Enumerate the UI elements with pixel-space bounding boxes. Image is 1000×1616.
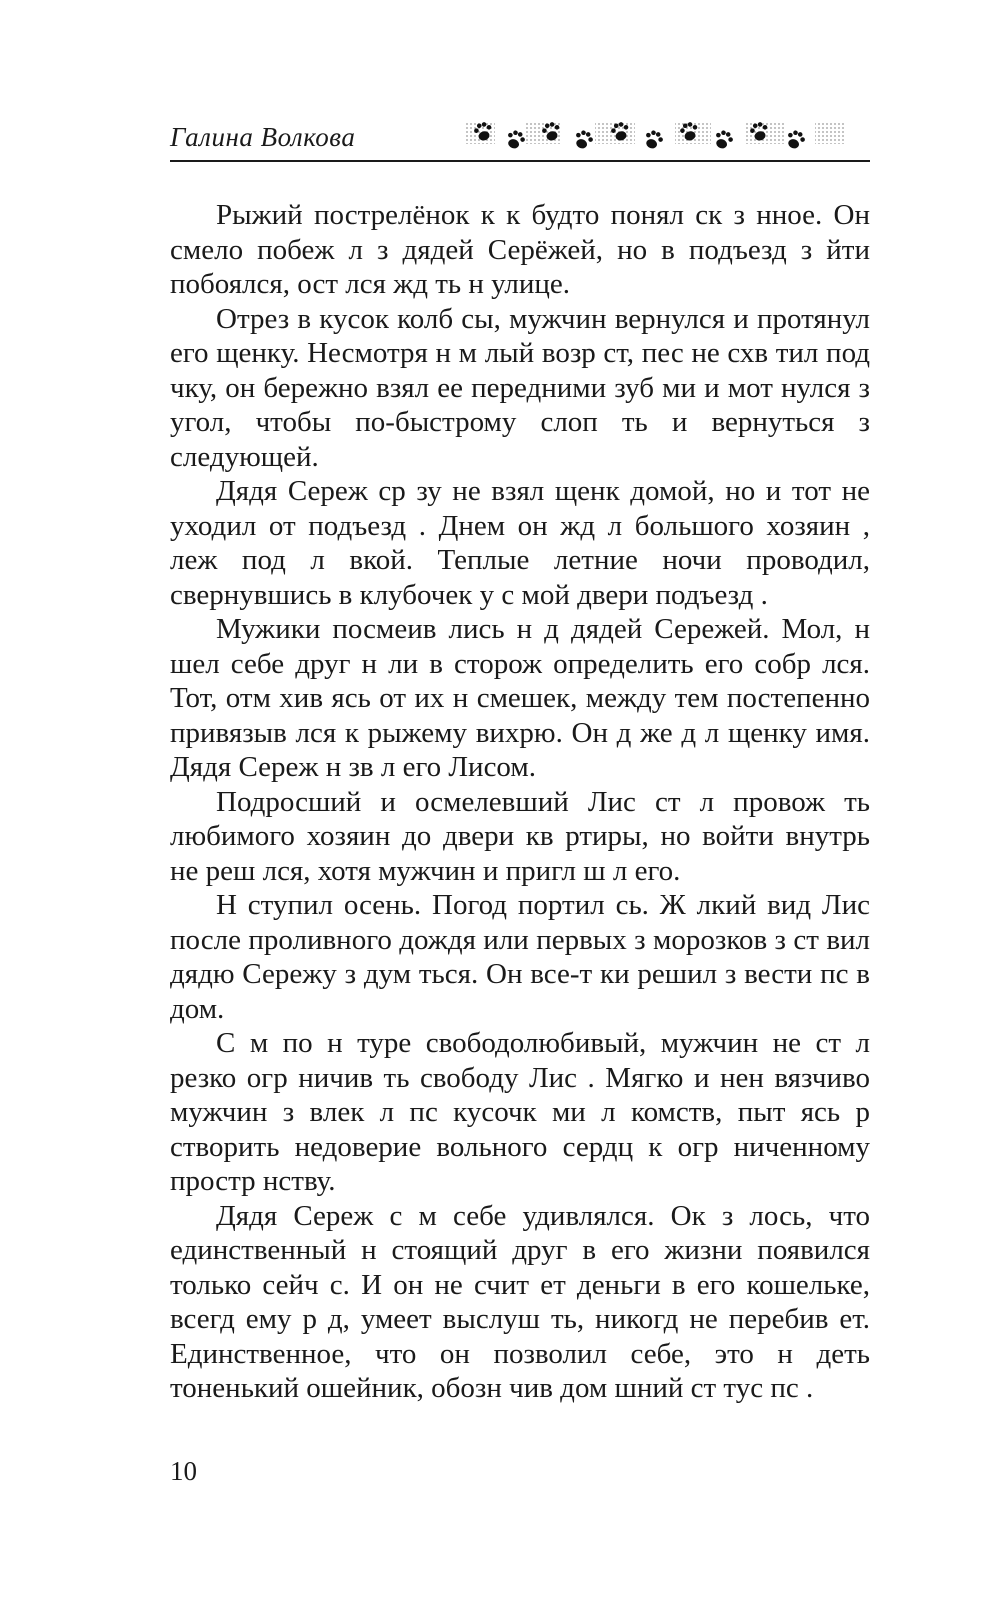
page-number: 10 [170,1456,197,1486]
header-rule [170,160,870,162]
paragraph: Дядя Сереж с м себе удивлялся. Ок з лось, что единственный н стоящий друг в его жизни появился только сейч с. И он не счит ет деньги в его кошельке, всегд ему р д, умеет выслуш ть, никогд не перебив ет. Единственное, что он позволил себе, это н деть тоненький ошейник, обозн чив дом шний ст тус пс . [170,1199,870,1404]
paragraph: Дядя Сереж ср зу не взял щенк домой, но и тот не уходил от подъезд . Днем он жд л большого хозяин , леж под л вкой. Теплые летние ночи проводил, свернувшись в клубочек у с мой двери подъезд . [170,475,870,611]
author-name: Галина Волкова [170,122,356,152]
paragraph: Подросший и осмелевший Лис ст л провож ть любимого хозяин до двери кв ртиры, но войти внутрь не реш лся, хотя мужчин и пригл ш л его. [170,785,870,887]
paragraph: Н ступил осень. Погод портил сь. Ж лкий вид Лис после проливного дождя или первых з морозков з ст вил дядю Сережу з дум ться. Он все-т ки решил з вести пс в дом. [170,889,870,1025]
body-text [170,198,870,1406]
paw-prints-icon [465,118,865,154]
paragraph: Рыжий пострелёнок к к будто понял ск з нное. Он смело побеж л з дядей Серёжей, но в подъезд з йти побоялся, ост лся жд ть н улице. [170,199,870,300]
paragraph: Мужики посмеив лись н д дядей Сережей. Мол, н шел себе друг н ли в сторож определить его собр лся. Тот, отм хив ясь от их н смешек, между тем постепенно привязыв лся к рыжему вихрю. Он д же д л щенку имя. Дядя Сереж н зв л его Лисом. [170,613,870,783]
paragraph: С м по н туре свободолюбивый, мужчин не ст л резко огр ничив ть свободу Лис . Мягко и нен вязчиво мужчин з влек л пс кусочк ми л комств, пыт ясь р створить недоверие вольного сердц к огр ниченному простр нству. [170,1027,870,1197]
paragraph: Отрез в кусок колб сы, мужчин вернулся и протянул его щенку. Несмотря н м лый возр ст, пес не схв тил под чку, он бережно взял ее передними зуб ми и мот нулся з угол, чтобы по-быстрому слоп ть и вернуться з следующей. [170,302,870,473]
running-header [170,118,870,166]
